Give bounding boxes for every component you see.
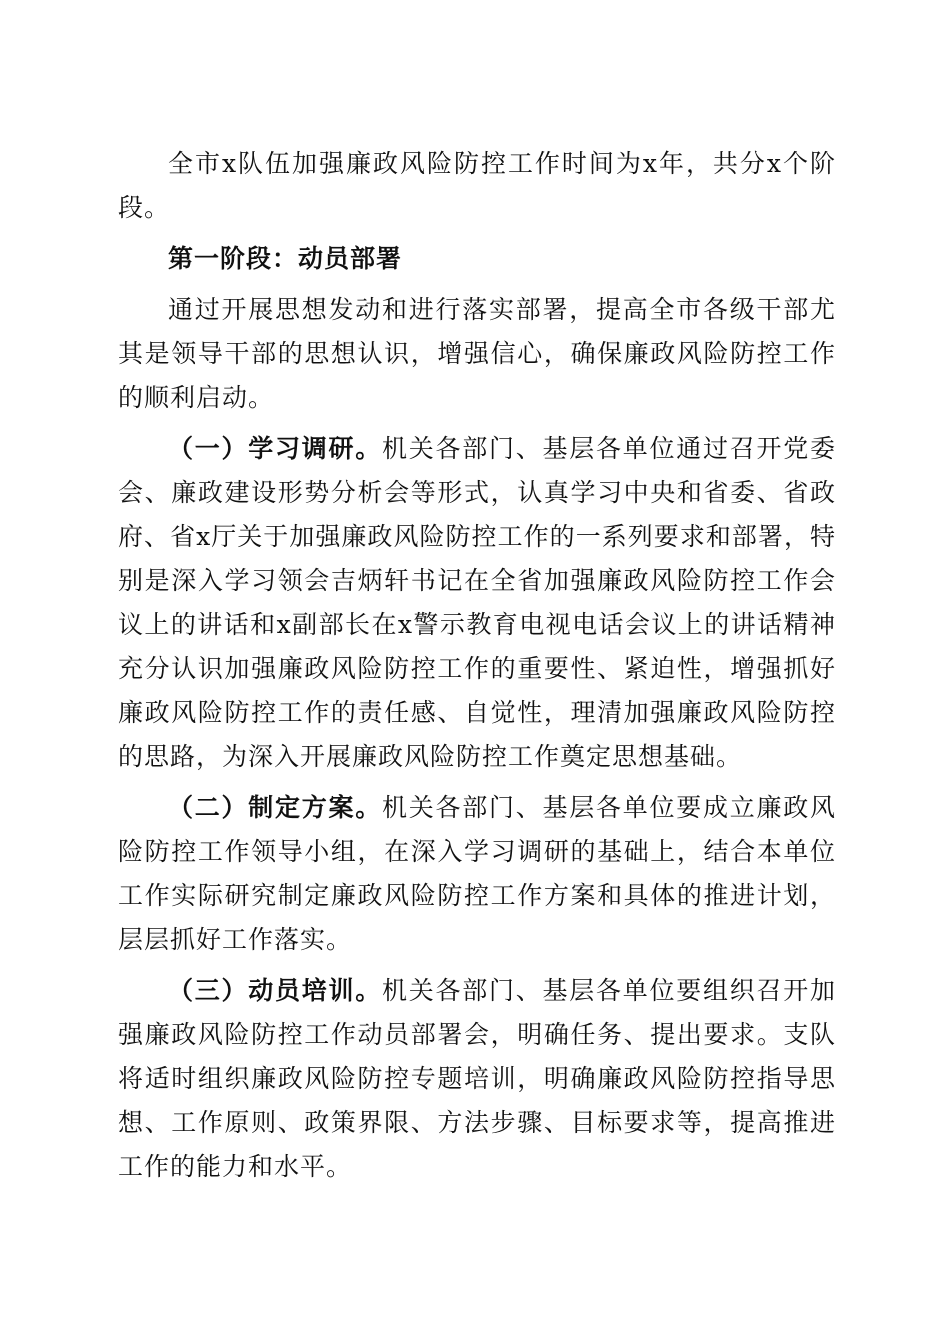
intro-paragraph: 全市x队伍加强廉政风险防控工作时间为x年，共分x个阶段。 (118, 149, 836, 222)
item-paragraph-training (118, 969, 836, 1189)
document-body (118, 142, 836, 1189)
stage1-heading: 第一阶段：动员部署 (168, 244, 403, 273)
item-body-plan: 机关各部门、基层各单位要成立廉政风险防控工作领导小组，在深入学习调研的基础上，结合本单位工作实际研究制定廉政风险防控工作方案和具体的推进计划，层层抓好工作落实。 (118, 793, 836, 954)
stage1-summary-paragraph: 通过开展思想发动和进行落实部署，提高全市各级干部尤其是领导干部的思想认识，增强信心，确保廉政风险防控工作的顺利启动。 (118, 295, 836, 412)
item-paragraph-plan (118, 786, 836, 962)
item-body-training: 机关各部门、基层各单位要组织召开加强廉政风险防控工作动员部署会，明确任务、提出要求。支队将适时组织廉政风险防控专题培训，明确廉政风险防控指导思想、工作原则、政策界限、方法步骤、目标要求等，提高推进工作的能力和水平。 (118, 976, 836, 1181)
item-lead-study: （一）学习调研。 (168, 434, 382, 463)
item-lead-plan: （二）制定方案。 (168, 793, 382, 822)
item-lead-training: （三）动员培训。 (168, 976, 382, 1005)
item-paragraph-study (118, 427, 836, 779)
item-body-study: 机关各部门、基层各单位通过召开党委会、廉政建设形势分析会等形式，认真学习中央和省委、省政府、省x厅关于加强廉政风险防控工作的一系列要求和部署，特别是深入学习领会吉炳轩书记在全省加强廉政风险防控工作会议上的讲话和x副部长在x警示教育电视电话会议上的讲话精神充分认识加强廉政风险防控工作的重要性、紧迫性，增强抓好廉政风险防控工作的责任感、自觉性，理清加强廉政风险防控的思路，为深入开展廉政风险防控工作奠定思想基础。 (118, 434, 836, 771)
